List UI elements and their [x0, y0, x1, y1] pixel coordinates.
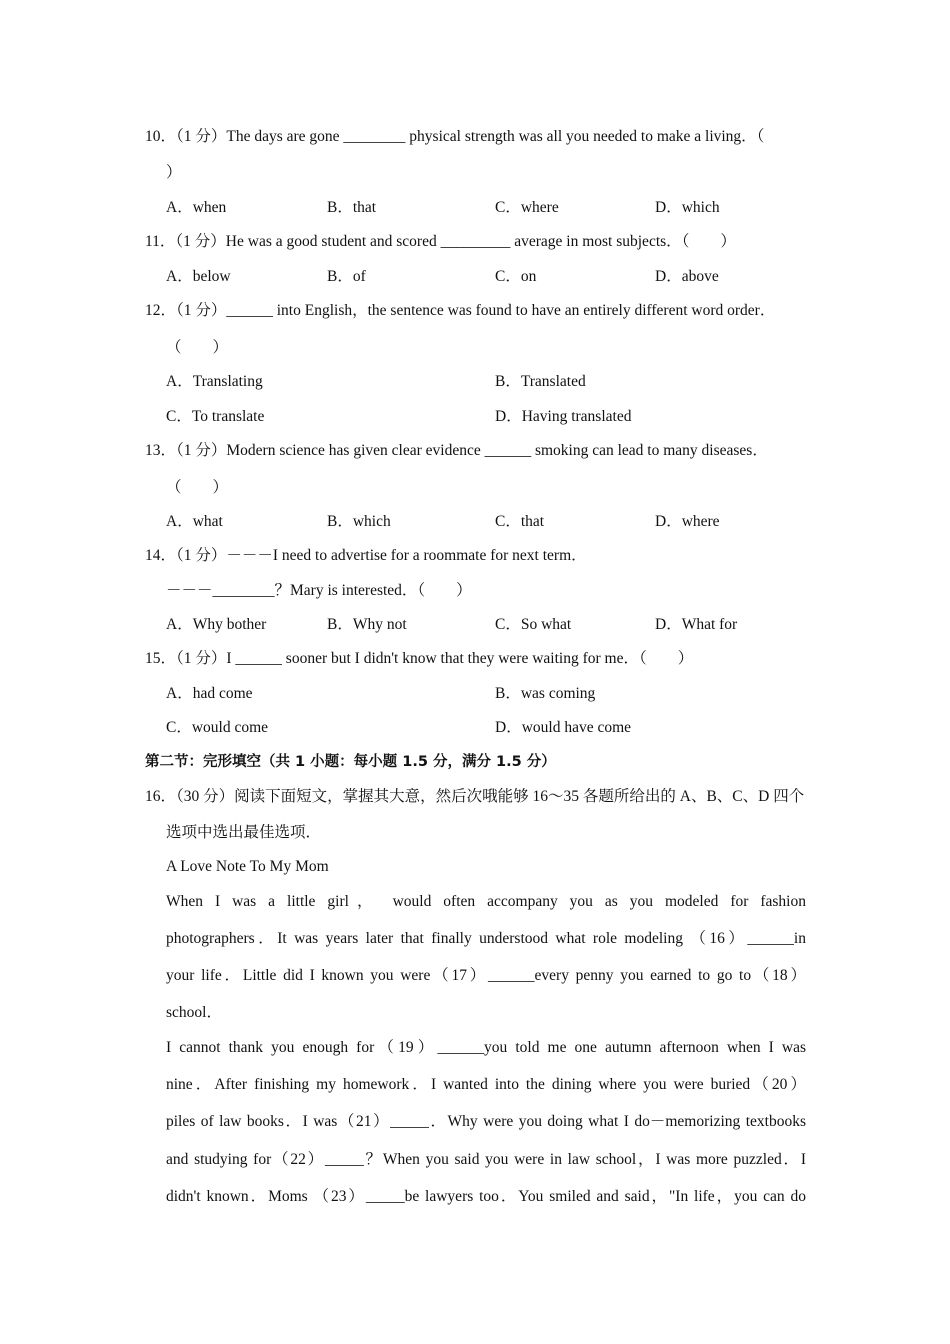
question-15-option-d: D．would have come: [495, 719, 632, 736]
question-10-option-c: C．where: [495, 199, 559, 216]
passage-line: your life．Little did I known you were（17）______every penny you earned to go to（18）: [166, 967, 806, 984]
passage-line: piles of law books．I was（21）_____．Why were you doing what I do－memorizing textbooks: [166, 1113, 806, 1130]
question-13-option-d: D．where: [655, 513, 720, 530]
question-10-option-b: B．that: [327, 199, 377, 216]
question-15-option-a: A．had come: [166, 685, 253, 702]
question-15-stem: 15．（1 分）I ______ sooner but I didn't know that they were waiting for me．（ ）: [145, 650, 694, 667]
question-14-option-b: B．Why not: [327, 616, 407, 633]
question-12-option-d: D．Having translated: [495, 408, 632, 425]
section-2-heading: 第二节：完形填空（共 1 小题：每小题 1.5 分，满分 1.5 分）: [145, 754, 556, 770]
question-11-option-a: A．below: [166, 268, 231, 285]
passage-line: didn't known．Moms （23）_____be lawyers too．You smiled and said，"In life，you can do: [166, 1188, 806, 1205]
question-13-option-b: B．which: [327, 513, 391, 530]
passage-line: and studying for（22）_____？When you said you were in law school，I was more puzzled．I: [166, 1151, 806, 1168]
passage-line: When I was a little girl， would often accompany you as you modeled for fashion: [166, 893, 806, 910]
question-10-stem-cont: ）: [166, 164, 182, 181]
question-13-stem-cont: （ ）: [166, 479, 229, 496]
question-10-option-a: A．when: [166, 199, 227, 216]
question-10-stem: 10．（1 分）The days are gone ________ physical strength was all you needed to make a living．（: [145, 128, 765, 145]
question-16-stem-cont: 选项中选出最佳选项．: [166, 824, 322, 841]
question-12-option-a: A．Translating: [166, 373, 263, 390]
question-11-option-d: D．above: [655, 268, 719, 285]
question-11-stem: 11．（1 分）He was a good student and scored _________ average in most subjects．（ ）: [145, 233, 736, 250]
question-14-option-d: D．What for: [655, 616, 738, 633]
question-13-stem: 13．（1 分）Modern science has given clear evidence ______ smoking can lead to many diseases．: [145, 442, 768, 459]
question-12-stem-cont: （ ）: [166, 339, 229, 356]
question-11-option-c: C．on: [495, 268, 537, 285]
question-14-option-c: C．So what: [495, 616, 572, 633]
question-15-option-b: B．was coming: [495, 685, 596, 702]
question-16-stem: 16．（30 分）阅读下面短文，掌握其大意，然后次哦能够 16～35 各题所给出的 A、B、C、D 四个: [145, 788, 805, 805]
question-15-option-c: C．would come: [166, 719, 269, 736]
passage-line: photographers．It was years later that finally understood what role modeling （16）______in: [166, 930, 806, 947]
question-12-stem: 12．（1 分）______ into English，the sentence was found to have an entirely different word order．: [145, 302, 776, 319]
question-13-option-c: C．that: [495, 513, 545, 530]
question-12-option-c: C．To translate: [166, 408, 265, 425]
question-14-option-a: A．Why bother: [166, 616, 267, 633]
question-14-stem-cont: －－－________？Mary is interested．（ ）: [166, 582, 472, 599]
question-14-stem: 14．（1 分）－－－I need to advertise for a roommate for next term．: [145, 547, 587, 564]
question-13-option-a: A．what: [166, 513, 223, 530]
passage-line: I cannot thank you enough for（19）______you told me one autumn afternoon when I was: [166, 1039, 806, 1056]
question-12-option-b: B．Translated: [495, 373, 586, 390]
passage-title: A Love Note To My Mom: [166, 858, 329, 875]
passage-line: school．: [166, 1004, 222, 1021]
passage-line: nine．After finishing my homework．I wanted into the dining where you were buried（20）: [166, 1076, 806, 1093]
question-10-option-d: D．which: [655, 199, 720, 216]
question-11-option-b: B．of: [327, 268, 366, 285]
